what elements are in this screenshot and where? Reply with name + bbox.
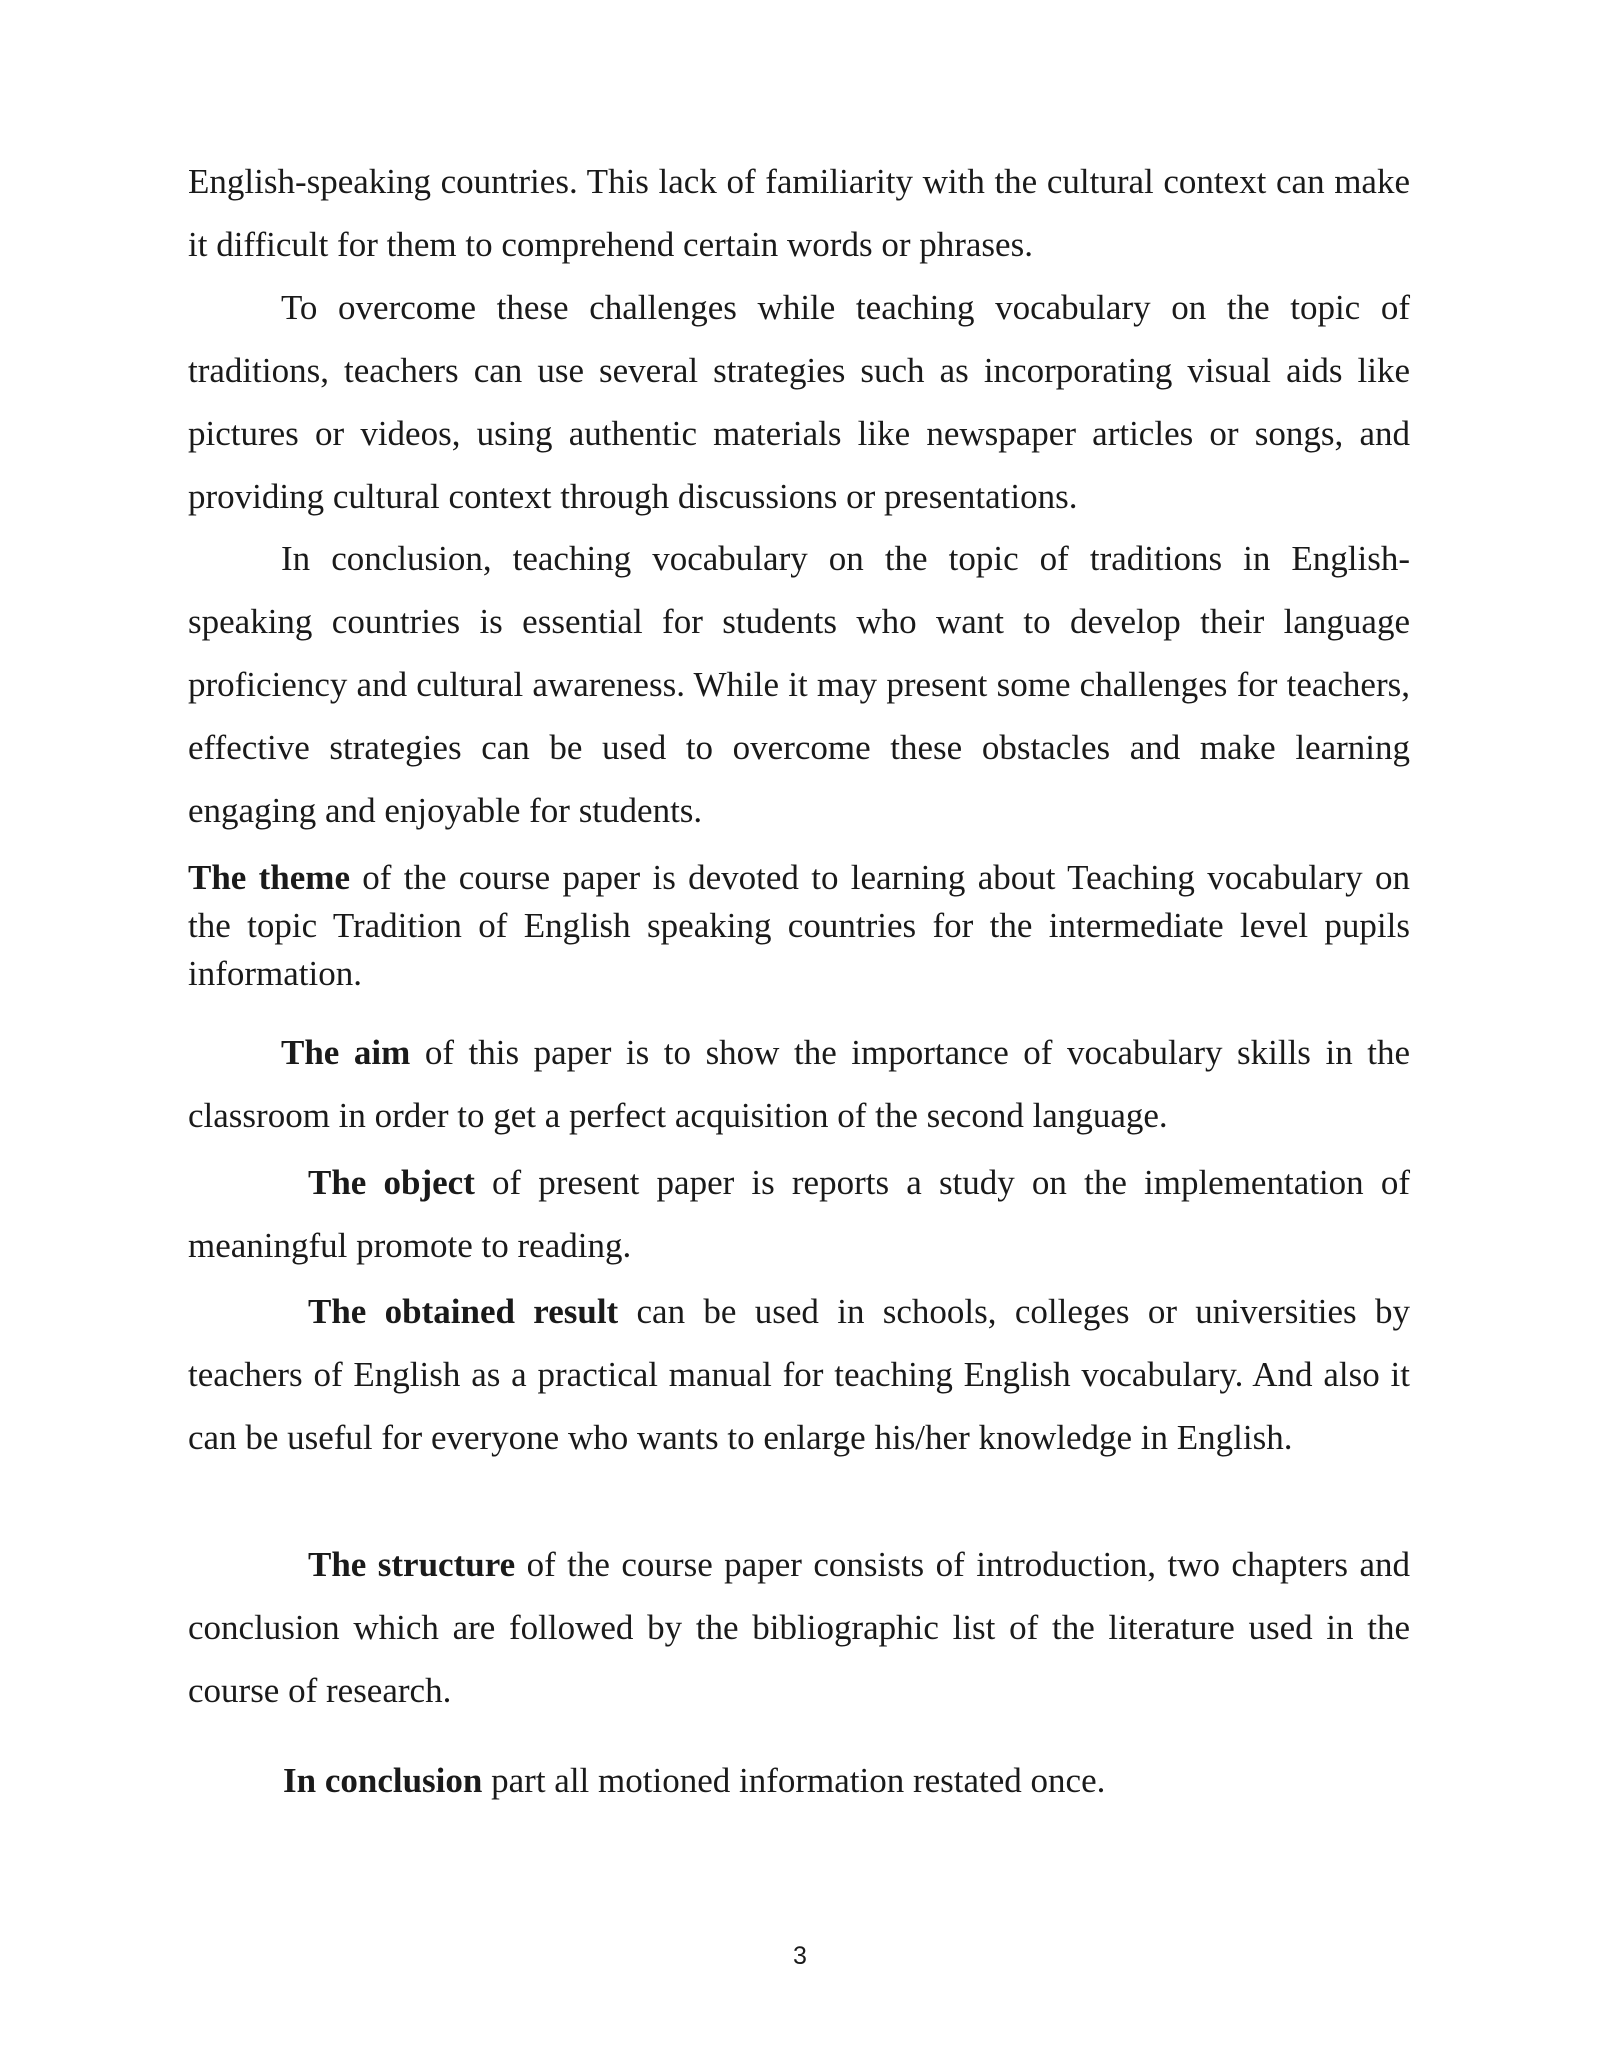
paragraph-obtained-result xyxy=(188,1280,1410,1469)
in-conclusion-label: In conclusion xyxy=(283,1761,483,1800)
object-label: The object xyxy=(308,1163,475,1202)
structure-text: of the course paper consists of introduction, two chapters and conclusion which are followed by the bibliographic list of the literature used in the course of research. xyxy=(188,1545,1410,1710)
theme-text: of the course paper is devoted to learning about Teaching vocabulary on the topic Tradition of English speaking countries for the intermediate level pupils information. xyxy=(188,858,1410,993)
paragraph-conclusion-intro: In conclusion, teaching vocabulary on the topic of traditions in English-speaking countries is essential for students who want to develop their language proficiency and cultural awareness. While it may present some challenges for teachers, effective strategies can be used to overcome these obstacles and make learning engaging and enjoyable for students. xyxy=(188,539,1410,830)
theme-label: The theme xyxy=(188,858,350,897)
paragraph-aim xyxy=(188,1021,1410,1147)
paragraph-structure xyxy=(188,1533,1410,1722)
obtained-result-label: The obtained result xyxy=(308,1292,619,1331)
structure-label: The structure xyxy=(308,1545,516,1584)
obtained-result-text: can be used in schools, colleges or universities by teachers of English as a practical manual for teaching English vocabulary. And also it can be useful for everyone who wants to enlarge his/her knowledge in English. xyxy=(188,1292,1410,1457)
paragraph-cultural-context: English-speaking countries. This lack of familiarity with the cultural context can make it difficult for them to comprehend certain words or phrases. xyxy=(188,162,1410,264)
paragraph-object xyxy=(188,1151,1410,1277)
paragraph-in-conclusion xyxy=(188,1749,1410,1812)
paragraph-overcome-challenges: To overcome these challenges while teaching vocabulary on the topic of traditions, teachers can use several strategies such as incorporating visual aids like pictures or videos, using authentic materials like newspaper articles or songs, and providing cultural context through discussions or presentations. xyxy=(188,288,1410,516)
page-number: 3 xyxy=(793,1942,807,1970)
in-conclusion-text: part all motioned information restated once. xyxy=(482,1761,1106,1800)
aim-label: The aim xyxy=(281,1033,411,1072)
paragraph-theme xyxy=(188,854,1410,998)
aim-text: of this paper is to show the importance of vocabulary skills in the classroom in order to get a perfect acquisition of the second language. xyxy=(188,1033,1411,1135)
object-text: of present paper is reports a study on the implementation of meaningful promote to reading. xyxy=(188,1163,1410,1265)
